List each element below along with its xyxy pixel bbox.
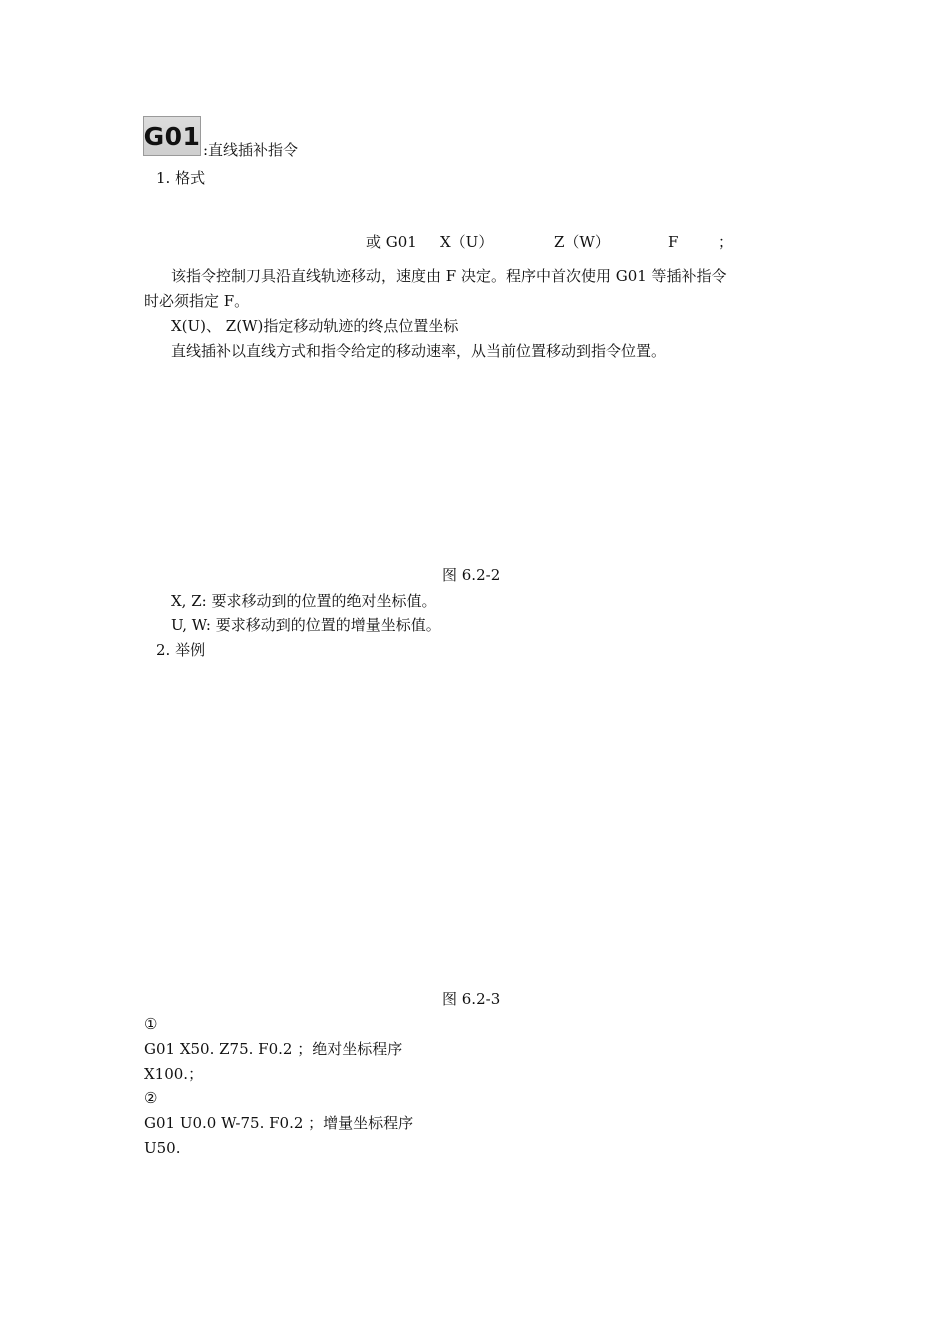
- section-1-label: 1. 格式: [156, 169, 206, 187]
- example-2-line-2: U50.: [144, 1139, 181, 1157]
- format-end: ；: [718, 233, 734, 251]
- definition-xz: X, Z: 要求移动到的位置的绝对坐标值。: [171, 592, 437, 610]
- heading-title: :直线插补指令: [203, 141, 299, 159]
- section-2-label: 2. 举例: [156, 641, 206, 659]
- paragraph-1-line-1: 该指令控制刀具沿直线轨迹移动，速度由 F 决定。程序中首次使用 G01 等插补指令: [171, 267, 727, 285]
- format-z: Z（W）: [554, 233, 610, 251]
- example-1-marker: ①: [144, 1015, 158, 1033]
- figure-6-2-2-caption: 图 6.2-2: [442, 566, 501, 584]
- example-2-line-1: G01 U0.0 W-75. F0.2 ；增量坐标程序: [144, 1114, 414, 1132]
- example-1-line-2: X100.；: [144, 1065, 204, 1083]
- figure-6-2-3-caption: 图 6.2-3: [442, 990, 501, 1008]
- paragraph-3: 直线插补以直线方式和指令给定的移动速率，从当前位置移动到指令位置。: [171, 342, 667, 360]
- example-1-line-1: G01 X50. Z75. F0.2 ；绝对坐标程序: [144, 1040, 403, 1058]
- paragraph-2: X(U)、 Z(W)指定移动轨迹的终点位置坐标: [171, 317, 459, 335]
- paragraph-1-line-2: 时必须指定 F。: [144, 292, 250, 310]
- g01-badge: G01: [143, 116, 201, 156]
- example-2-marker: ②: [144, 1089, 158, 1107]
- format-f: F: [668, 233, 679, 251]
- definition-uw: U, W: 要求移动到的位置的增量坐标值。: [171, 616, 441, 634]
- format-prefix: 或 G01: [366, 233, 417, 251]
- format-x: X（U）: [440, 233, 494, 251]
